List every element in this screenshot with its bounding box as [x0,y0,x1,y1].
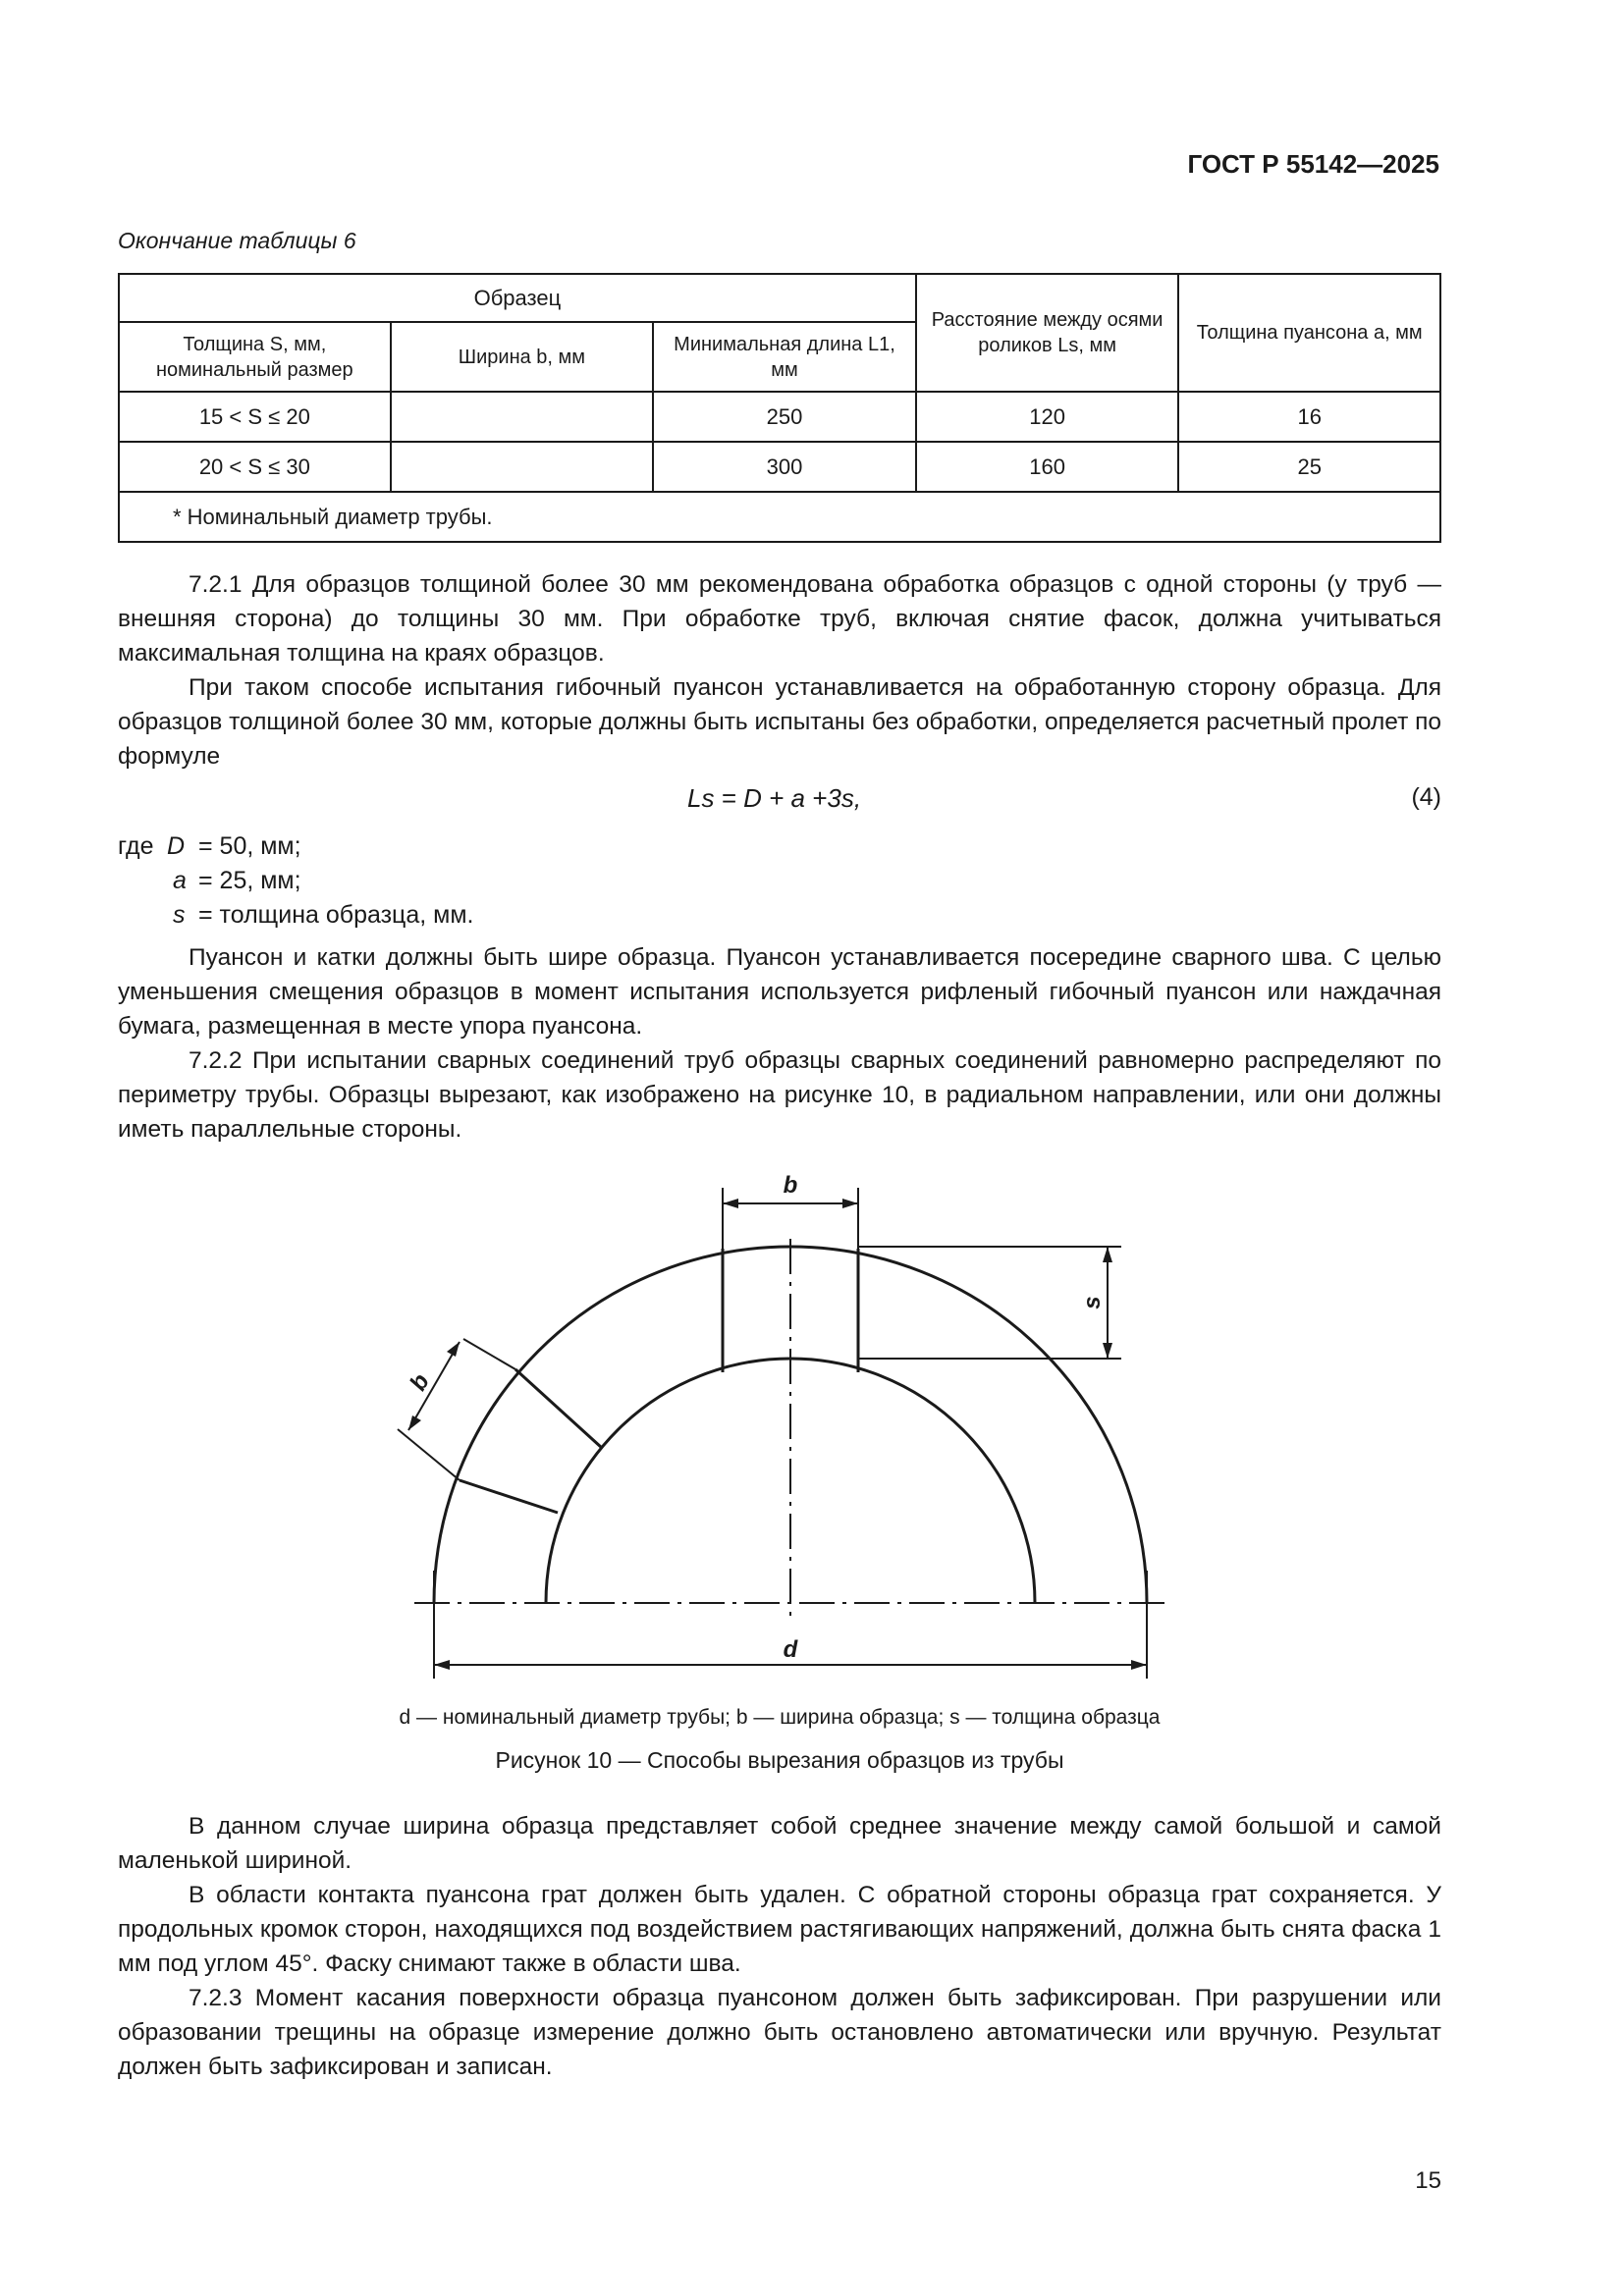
arrow-b2-lower [408,1415,421,1430]
header-roller-distance-text: Расстояние между осями роликов Ls, мм [931,309,1164,356]
table-note: * Номинальный диаметр трубы. [119,492,1440,542]
text-block-1 [118,567,1441,774]
table-6 [118,273,1441,543]
paragraph-7-2-2: 7.2.2 При испытании сварных соединений труб образцы сварных соединений равномерно распределяют по периметру трубы. Образцы вырезают, как изображено на рисунке 10, в радиальном направлении, или они должны иметь параллельные стороны. [118,1047,1441,1143]
arrow-b-left [723,1199,738,1208]
radial-cut-lower [460,1480,558,1513]
arrow-d-right [1131,1660,1147,1670]
header-punch-thickness-text: Толщина пуансона a, мм [1196,322,1423,344]
paragraph-7-2-3: 7.2.3 Момент касания поверхности образца пуансоном должен быть зафиксирован. При разрушении или образовании трещины на образце измерение должно быть остановлено автоматически или вручную. Результат должен быть зафиксирован и записан. [118,1985,1441,2080]
where-symbol-d [167,832,185,861]
label-s: s [1079,1296,1106,1309]
cell-thickness: 15 < S ≤ 20 [119,392,391,442]
arrow-b2-upper [447,1342,460,1357]
cell-width [391,392,654,442]
header-min-length: Минимальная длина L1, мм [653,322,916,392]
cell-roller-distance: 120 [916,392,1179,442]
where-symbol-s [173,901,186,930]
b2-ext-lower [398,1429,460,1480]
formula-4: Ls = D + a +3s, [687,783,862,813]
table-row [119,392,1440,442]
cell-punch-thickness: 16 [1178,392,1440,442]
cell-min-length: 250 [653,392,916,442]
cell-width [391,442,654,492]
paragraph-burr: В области контакта пуансона грат должен быть удален. С обратной стороны образца грат сохраняется. У продольных кромок сторон, находящихся под воздействием растягивающих напряжений, должна быть снята фаска 1 мм под углом 45°. Фаску снимают также в области шва. [118,1882,1441,1977]
header-roller-distance [916,274,1179,392]
table-row [119,442,1440,492]
document-id: ГОСТ Р 55142—2025 [1187,149,1439,179]
header-punch-thickness [1178,274,1440,392]
cell-min-length: 300 [653,442,916,492]
paragraph-punch: Пуансон и катки должны быть шире образца. Пуансон устанавливается посередине сварного шва. С целью уменьшения смещения образцов в момент испытания используется рифленый гибочный пуансон или наждачная бумага, размещенная в месте упора пуансона. [118,944,1441,1040]
figure-legend: d — номинальный диаметр трубы; b — ширина образца; s — толщина образца [399,1706,1161,1729]
where-text-s: = толщина образца, мм. [198,901,474,929]
label-b: b [783,1172,798,1199]
table-caption: Окончание таблицы 6 [118,228,356,253]
arrow-b-right [842,1199,858,1208]
where-text-d: = 50, мм; [198,832,301,860]
label-b-radial: b [405,1369,435,1396]
arrow-s-top [1103,1247,1112,1262]
where-symbol-d-text: D [167,832,186,860]
label-d: d [783,1636,798,1663]
header-thickness: Толщина S, мм, номинальный размер [119,322,391,392]
b2-ext-upper [463,1339,515,1369]
paragraph-width: В данном случае ширина образца представляет собой среднее значение между самой большой и самой маленькой шириной. [118,1813,1441,1874]
figure-caption: Рисунок 10 — Способы вырезания образцов из трубы [495,1747,1064,1773]
arrow-d-left [434,1660,450,1670]
formula-number: (4) [1411,783,1441,811]
page-number: 15 [1415,2167,1441,2194]
where-symbol-a [173,867,187,895]
figure-10-drawing [393,1166,1218,1696]
where-text-a: = 25, мм; [198,867,301,894]
text-block-3 [118,1809,1441,2084]
text-block-2 [118,940,1441,1147]
cell-thickness: 20 < S ≤ 30 [119,442,391,492]
header-specimen: Образец [119,274,916,322]
cell-roller-distance: 160 [916,442,1179,492]
paragraph-method: При таком способе испытания гибочный пуансон устанавливается на обработанную сторону образца. Для образцов толщиной более 30 мм, которые должны быть испытаны без обработки, определяется расчетный пролет по формуле [118,674,1442,770]
where-word: где [118,832,154,860]
paragraph-7-2-1: 7.2.1 Для образцов толщиной более 30 мм рекомендована обработка образцов с одной стороны (у труб — внешняя сторона) до толщины 30 мм. При обработке труб, включая снятие фасок, должна учитываться максимальная толщина на краях образцов. [118,571,1441,667]
arrow-s-bottom [1103,1343,1112,1359]
header-width: Ширина b, мм [391,322,654,392]
where-symbol-a-text: a [173,867,187,894]
where-symbol-s-text: s [173,901,186,929]
radial-cut-upper [515,1369,602,1448]
cell-punch-thickness: 25 [1178,442,1440,492]
